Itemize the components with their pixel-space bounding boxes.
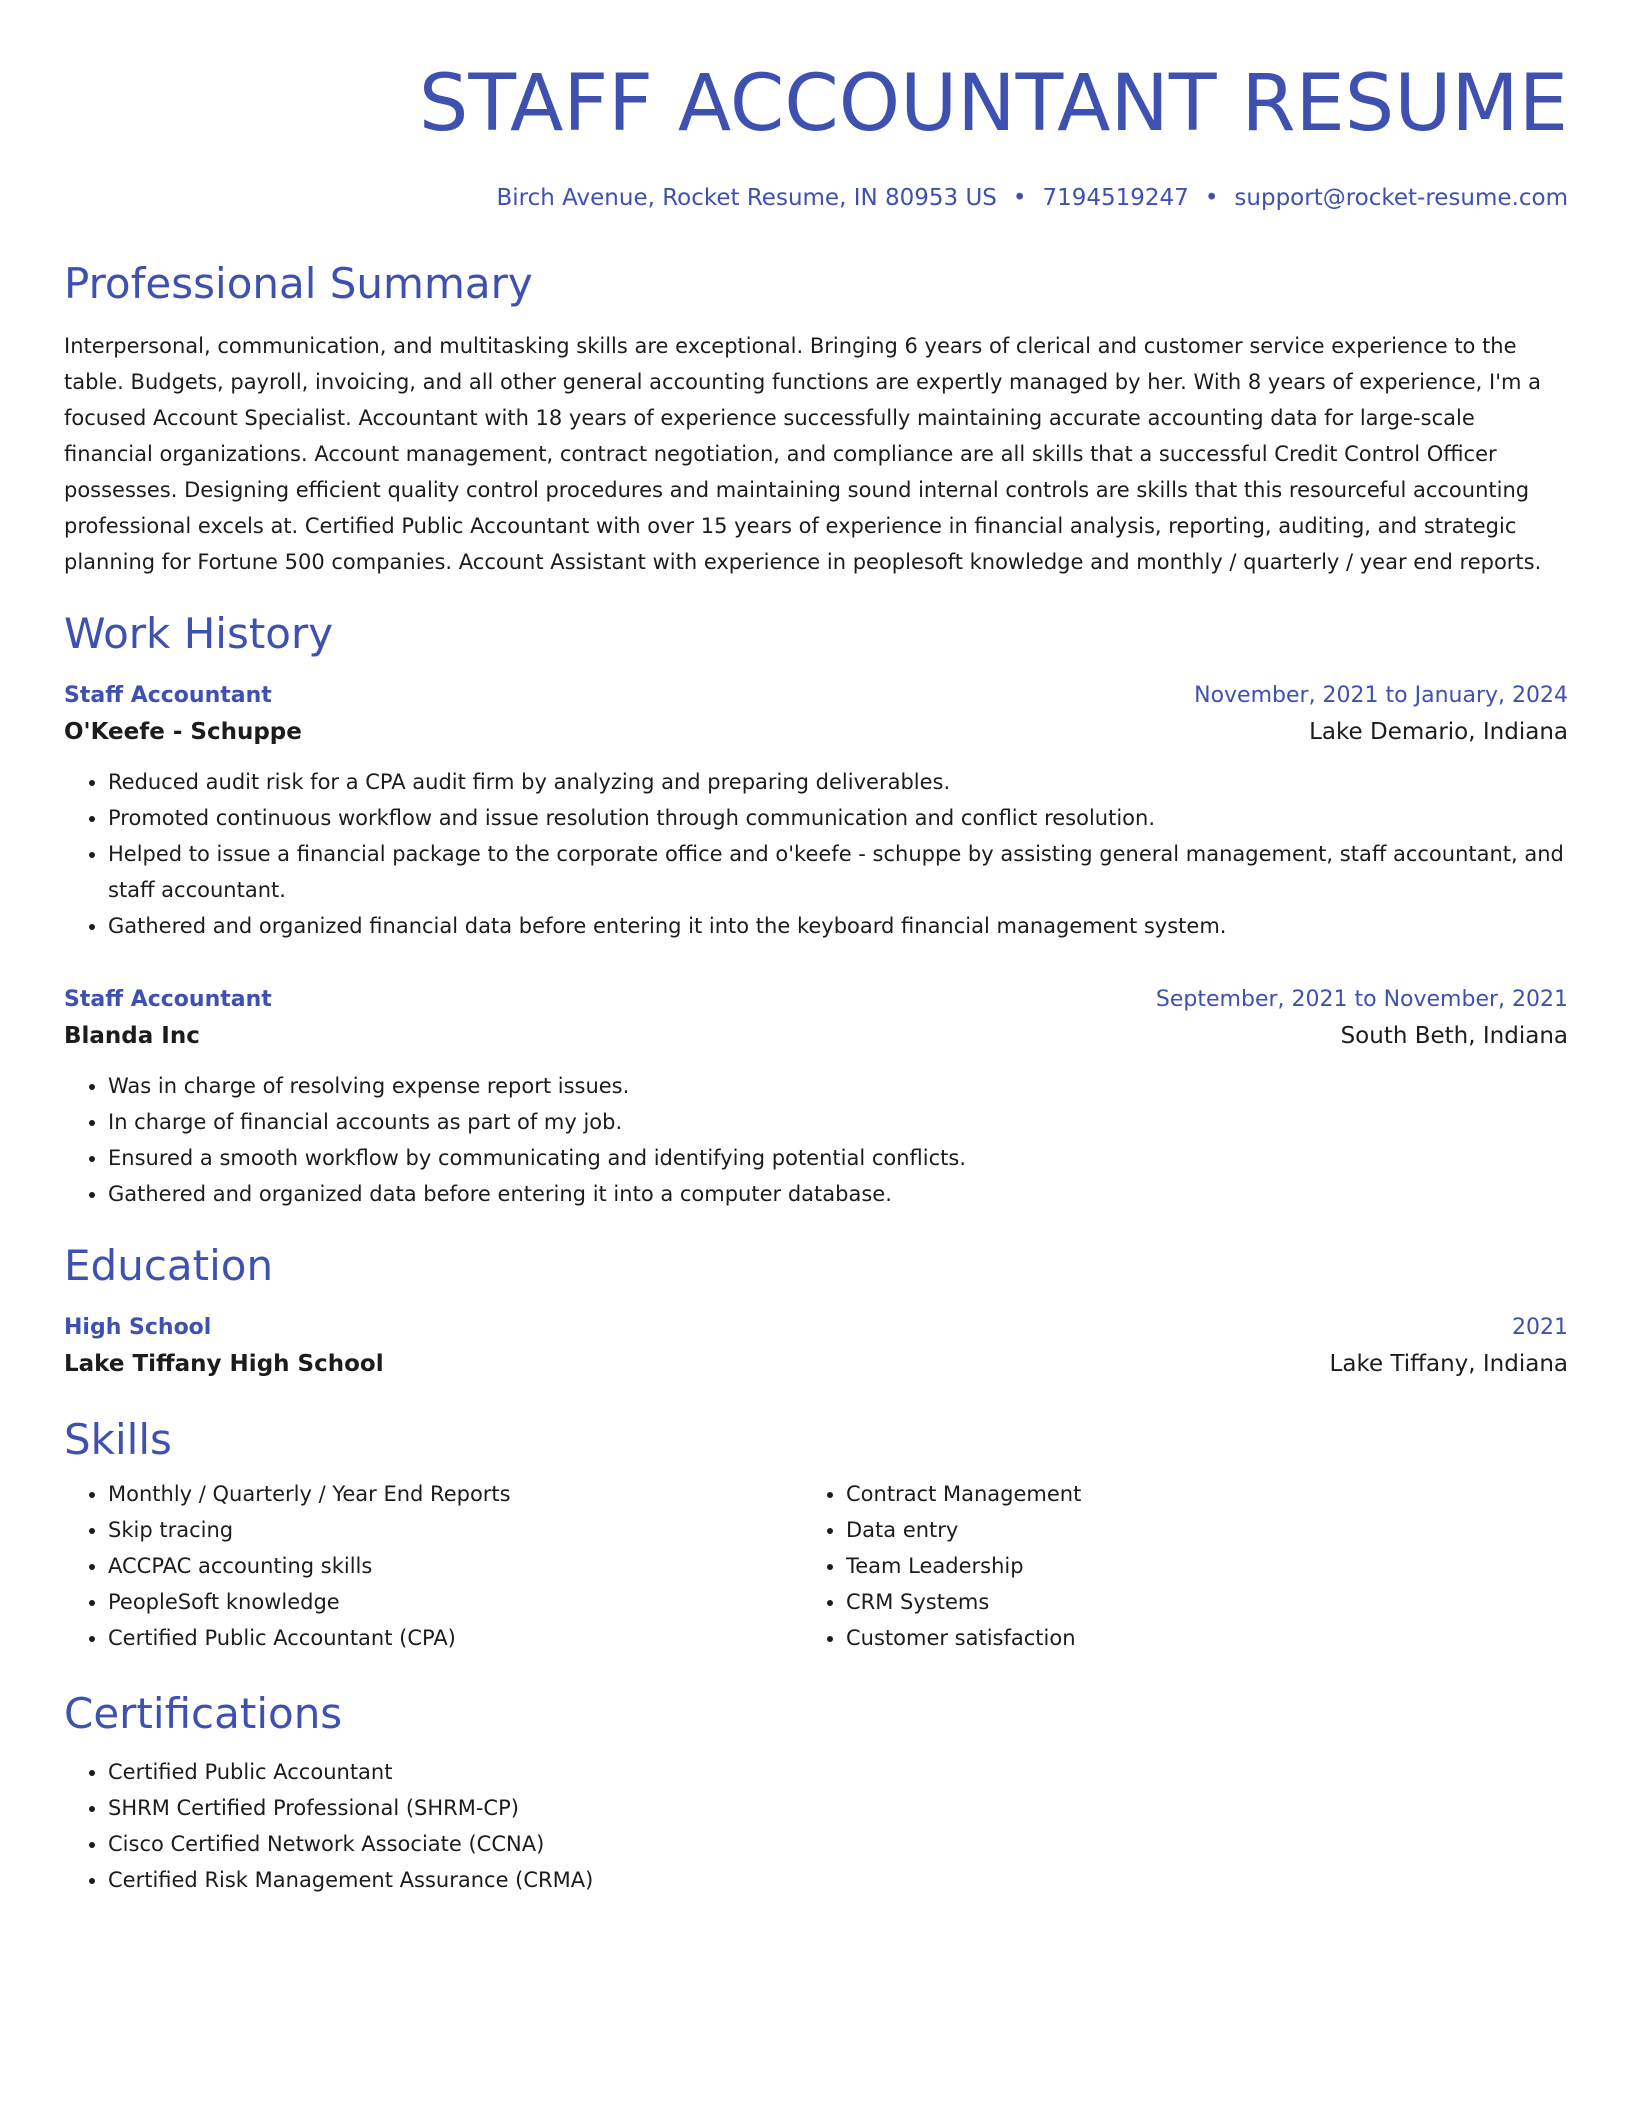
skill-item: • PeopleSoft knowledge (108, 1584, 802, 1620)
skills-list-right (802, 1476, 1540, 1656)
job-bullet: • Gathered and organized financial data before entering it into the keyboard financial management system. (108, 908, 1568, 944)
skill-item: • Customer satisfaction (846, 1620, 1540, 1656)
skill-item: • Certified Public Accountant (CPA) (108, 1620, 802, 1656)
job-role: Staff Accountant (64, 987, 272, 1012)
job-location: Lake Demario, Indiana (1309, 719, 1568, 745)
certifications-section (64, 1686, 1568, 1898)
skills-section (64, 1412, 1568, 1656)
summary-heading: Professional Summary (64, 259, 533, 308)
education-degree: High School (64, 1315, 212, 1340)
skill-item: • CRM Systems (846, 1584, 1540, 1620)
job-entry (64, 984, 1568, 1212)
certifications-heading: Certifications (64, 1689, 343, 1738)
skill-item: • ACCPAC accounting skills (108, 1548, 802, 1584)
resume-header (64, 54, 1568, 214)
skills-columns (64, 1476, 1568, 1656)
skill-item: • Skip tracing (108, 1512, 802, 1548)
work-history-heading: Work History (64, 609, 334, 658)
certification-item: • Certified Risk Management Assurance (CRMA) (108, 1862, 1568, 1898)
job-header-row (64, 680, 1568, 712)
contact-separator: • (1204, 185, 1219, 211)
job-role: Staff Accountant (64, 683, 272, 708)
education-heading: Education (64, 1241, 274, 1290)
certifications-list (64, 1754, 1568, 1898)
skills-list-left (64, 1476, 802, 1656)
job-company-row (64, 712, 1568, 752)
job-location: South Beth, Indiana (1340, 1023, 1568, 1049)
education-school-row (64, 1344, 1568, 1384)
job-bullets (64, 764, 1568, 944)
certification-item: • Certified Public Accountant (108, 1754, 1568, 1790)
contact-phone: 7194519247 (1042, 185, 1189, 211)
certification-item: • SHRM Certified Professional (SHRM-CP) (108, 1790, 1568, 1826)
education-location: Lake Tiffany, Indiana (1329, 1351, 1568, 1377)
job-header-row (64, 984, 1568, 1016)
skill-item: • Contract Management (846, 1476, 1540, 1512)
job-bullet: • Promoted continuous workflow and issue resolution through communication and conflict resolution. (108, 800, 1568, 836)
education-school: Lake Tiffany High School (64, 1351, 384, 1377)
job-bullet: • Reduced audit risk for a CPA audit firm by analyzing and preparing deliverables. (108, 764, 1568, 800)
summary-text: Interpersonal, communication, and multitasking skills are exceptional. Bringing 6 years of clerical and customer service experience to the table. Budgets, payroll, invoicing, and all other general accounting functions are expertly managed by her. With 8 years of experience, I'm a focused Account Specialist. Accountant with 18 years of experience successfully maintaining accurate accounting data for large-scale financial organizations. Account management, contract negotiation, and compliance are all skills that a successful Credit Control Officer possesses. Designing efficient quality control procedures and maintaining sound internal controls are skills that this resourceful accounting professional excels at. Certified Public Accountant with over 15 years of experience in financial analysis, reporting, auditing, and strategic planning for Fortune 500 companies. Account Assistant with experience in peoplesoft knowledge and monthly / quarterly / year end reports. (64, 334, 1542, 574)
job-company-row (64, 1016, 1568, 1056)
contact-email: support@rocket-resume.com (1234, 185, 1568, 211)
summary-section (64, 256, 1568, 580)
job-entry (64, 680, 1568, 944)
skill-item: • Team Leadership (846, 1548, 1540, 1584)
job-bullet: • Was in charge of resolving expense report issues. (108, 1068, 1568, 1104)
job-bullet: • Gathered and organized data before entering it into a computer database. (108, 1176, 1568, 1212)
skill-item: • Monthly / Quarterly / Year End Reports (108, 1476, 802, 1512)
job-bullets (64, 1068, 1568, 1212)
job-bullet: • In charge of financial accounts as part of my job. (108, 1104, 1568, 1140)
education-header-row (64, 1312, 1568, 1344)
education-year: 2021 (1512, 1315, 1568, 1340)
work-history-section (64, 606, 1568, 1212)
skill-item: • Data entry (846, 1512, 1540, 1548)
resume-title: STAFF ACCOUNTANT RESUME (418, 59, 1568, 149)
job-bullet: • Helped to issue a financial package to the corporate office and o'keefe - schuppe by assisting general management, staff accountant, and staff accountant. (108, 836, 1568, 908)
job-dates: September, 2021 to November, 2021 (1155, 987, 1568, 1012)
contact-separator: • (1012, 185, 1027, 211)
certification-item: • Cisco Certified Network Associate (CCNA) (108, 1826, 1568, 1862)
skills-heading: Skills (64, 1415, 172, 1464)
education-entry (64, 1312, 1568, 1384)
job-dates: November, 2021 to January, 2024 (1194, 683, 1568, 708)
contact-line (64, 182, 1568, 214)
job-bullet: • Ensured a smooth workflow by communicating and identifying potential conflicts. (108, 1140, 1568, 1176)
job-company: O'Keefe - Schuppe (64, 719, 302, 745)
contact-address: Birch Avenue, Rocket Resume, IN 80953 US (496, 185, 997, 211)
job-company: Blanda Inc (64, 1023, 200, 1049)
education-section (64, 1238, 1568, 1384)
